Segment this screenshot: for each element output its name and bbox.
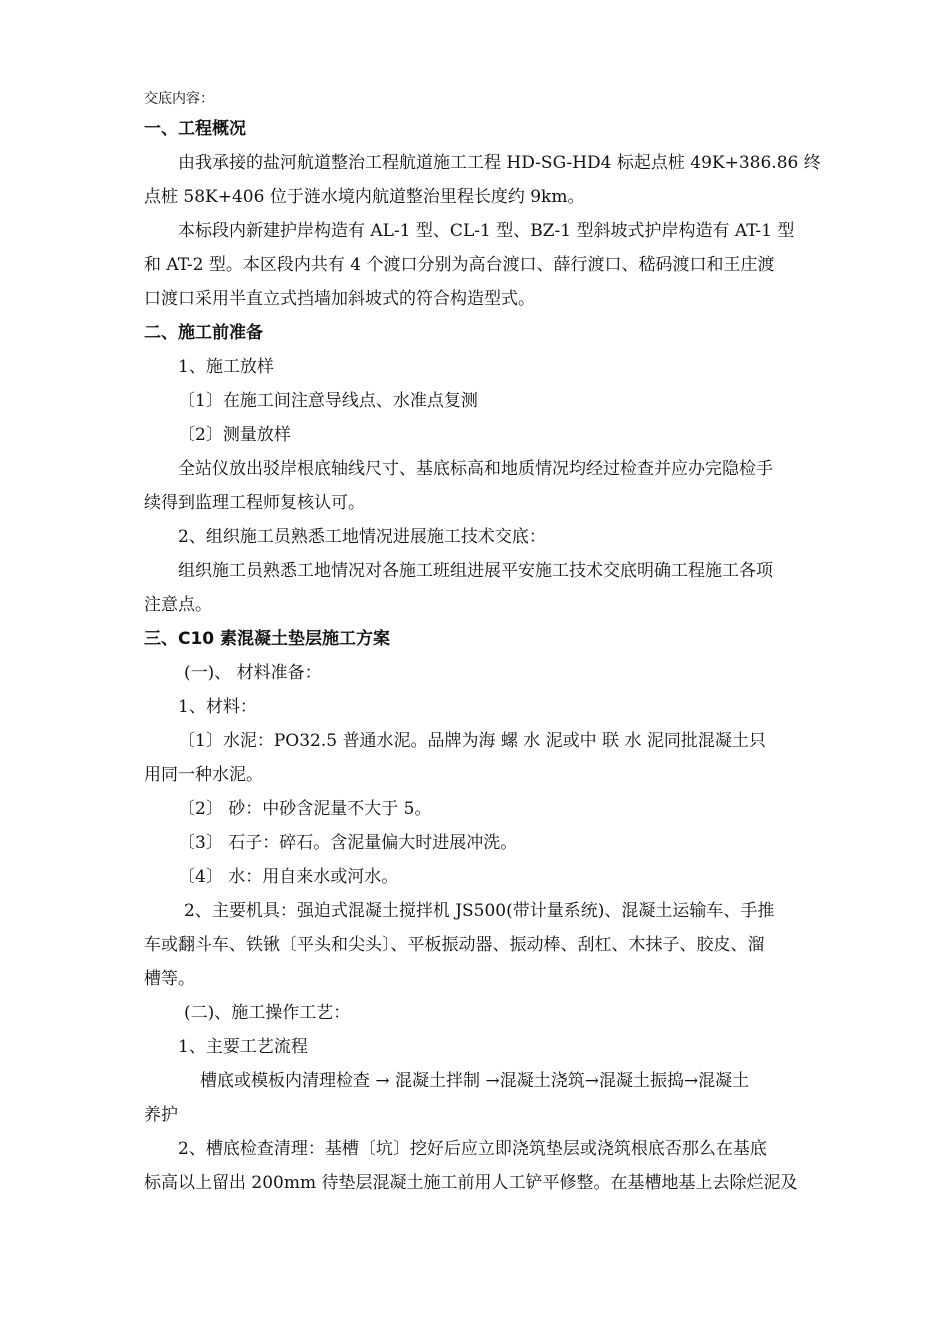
section-3-item-1-a-line-2: 用同一种水泥。 [144,765,263,785]
document-page [144,88,858,1200]
section-1-paragraph-2-line-1: 本标段内新建护岸构造有 AL-1 型、CL-1 型、BZ-1 型斜坡式护岸构造有 AT-1 型 [178,221,795,241]
section-2-paragraph-1-line-2: 续得到监理工程师复核认可。 [144,493,365,513]
section-2-item-1-b: 〔2〕测量放样 [178,425,291,445]
section-3-item-1-a-line-1: 〔1〕水泥：PO32.5 普通水泥。品牌为海 螺 水 泥或中 联 水 泥同批混凝土只 [178,731,766,751]
section-2-paragraph-2-line-2: 注意点。 [144,595,212,615]
section-1-paragraph-2-line-3: 口渡口采用半直立式挡墙加斜坡式的符合构造型式。 [144,289,535,309]
section-1-paragraph-1-line-1: 由我承接的盐河航道整治工程航道施工工程 HD-SG-HD4 标起点桩 49K+386.86 终 [178,153,821,173]
section-3-step-2-line-2: 标高以上留出 200mm 待垫层混凝土施工前用人工铲平修整。在基槽地基上去除烂泥及 [144,1173,798,1193]
section-2-paragraph-2-line-1: 组织施工员熟悉工地情况对各施工班组进展平安施工技术交底明确工程施工各项 [178,561,773,581]
section-1-heading: 一、工程概况 [144,119,246,139]
section-3-step-1: 1、主要工艺流程 [178,1037,308,1057]
section-2-item-1-a: 〔1〕在施工间注意导线点、水准点复测 [178,391,478,411]
section-3-item-1: 1、材料： [178,697,257,717]
section-3-step-2-line-1: 2、槽底检查清理：基槽〔坑〕挖好后应立即浇筑垫层或浇筑根底否那么在基底 [178,1139,767,1159]
section-3-item-1-c: 〔3〕 石子：碎石。含泥量偏大时进展冲洗。 [178,833,518,853]
process-flow-line-2: 养护 [144,1105,178,1125]
section-3-item-2-line-2: 车或翻斗车、铁锹〔平头和尖头〕、平板振动器、振动棒、刮杠、木抹子、胶皮、溜 [144,935,765,955]
section-3-item-1-b: 〔2〕 砂：中砂含泥量不大于 5。 [178,799,432,819]
section-3-heading: 三、C10 素混凝土垫层施工方案 [144,629,391,649]
section-3-item-2-line-3: 槽等。 [144,969,195,989]
section-3-item-2-line-1: 2、主要机具：强迫式混凝土搅拌机 JS500(带计量系统)、混凝土运输车、手推 [184,901,775,921]
section-3-subsection-2: (二)、施工操作工艺： [184,1003,351,1023]
section-2-item-2: 2、组织施工员熟悉工地情况进展施工技术交底： [178,527,546,547]
section-2-heading: 二、施工前准备 [144,323,263,343]
section-2-item-1: 1、施工放样 [178,357,274,377]
section-3-item-1-d: 〔4〕 水：用自来水或河水。 [178,867,399,887]
intro-label: 交底内容： [144,91,214,107]
section-3-subsection-1: (一)、 材料准备： [184,663,322,683]
process-flow-line-1: 槽底或模板内清理检查 → 混凝土拌制 →混凝土浇筑→混凝土振捣→混凝土 [200,1071,750,1091]
section-2-paragraph-1-line-1: 全站仪放出驳岸根底轴线尺寸、基底标高和地质情况均经过检查并应办完隐检手 [178,459,773,479]
section-1-paragraph-2-line-2: 和 AT-2 型。本区段内共有 4 个渡口分别为高台渡口、薛行渡口、嵇码渡口和王庄渡 [144,255,775,275]
section-1-paragraph-1-line-2: 点桩 58K+406 位于涟水境内航道整治里程长度约 9km。 [144,187,585,207]
